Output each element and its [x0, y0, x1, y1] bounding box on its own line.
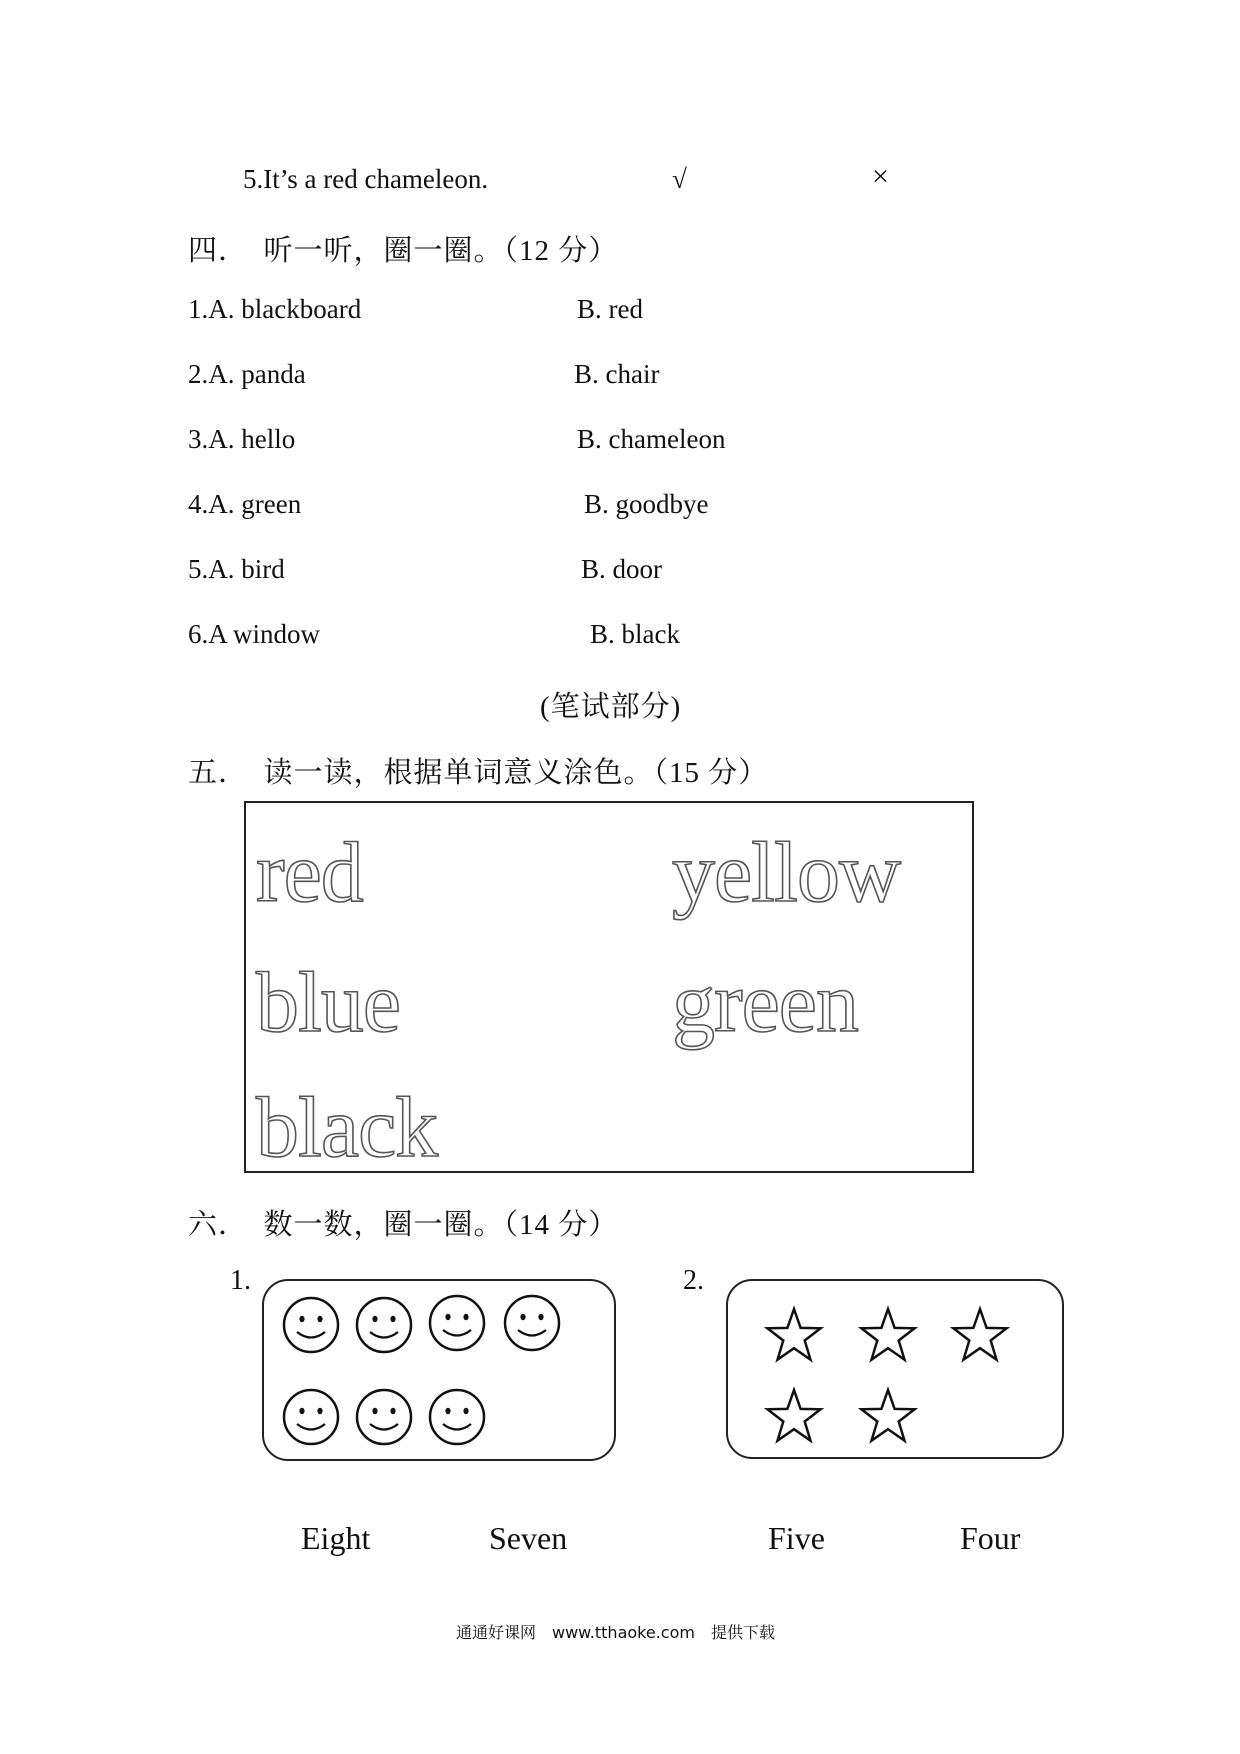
star-icon	[953, 1309, 1006, 1360]
smiley-group	[264, 1281, 614, 1459]
star-icon	[861, 1309, 914, 1360]
hollow-word-green[interactable]: green	[672, 954, 858, 1050]
option-1a[interactable]: 1.A. blackboard	[188, 294, 362, 324]
option-2b[interactable]: B. chair	[574, 359, 660, 389]
question-2-label: 2.	[683, 1265, 704, 1296]
cross-mark[interactable]: ×	[872, 160, 889, 193]
option-2a[interactable]: 2.A. panda	[188, 359, 306, 389]
option-6b[interactable]: B. black	[590, 619, 680, 649]
hollow-word-blue[interactable]: blue	[256, 954, 401, 1050]
written-part-title: (笔试部分)	[540, 691, 682, 723]
star-group	[728, 1281, 1062, 1457]
question-1-label: 1.	[230, 1265, 251, 1296]
statement-5: 5.It’s a red chameleon.	[243, 164, 489, 194]
option-3b[interactable]: B. chameleon	[577, 424, 726, 454]
option-1b[interactable]: B. red	[577, 294, 643, 324]
section-5-heading: 五． 读一读，根据单词意义涂色。（15 分）	[188, 757, 769, 789]
smiley-box	[262, 1279, 616, 1461]
smiley-icon	[505, 1296, 559, 1350]
smiley-icon	[284, 1390, 338, 1444]
hollow-word-red[interactable]: red	[256, 824, 363, 920]
star-box	[726, 1279, 1064, 1459]
section-6-heading: 六． 数一数，圈一圈。（14 分）	[188, 1209, 619, 1241]
check-mark[interactable]: √	[672, 164, 687, 194]
option-6a[interactable]: 6.A window	[188, 619, 321, 649]
star-icon	[767, 1390, 820, 1441]
option-4a[interactable]: 4.A. green	[188, 489, 302, 519]
smiley-icon	[357, 1298, 411, 1352]
answer-seven[interactable]: Seven	[489, 1520, 568, 1556]
answer-five[interactable]: Five	[768, 1520, 825, 1556]
footer-credit: 通通好课网 www.tthaoke.com 提供下载	[456, 1623, 775, 1642]
star-icon	[767, 1309, 820, 1360]
option-4b[interactable]: B. goodbye	[584, 489, 709, 519]
smiley-icon	[284, 1298, 338, 1352]
smiley-icon	[357, 1390, 411, 1444]
hollow-word-yellow[interactable]: yellow	[672, 824, 901, 920]
option-5b[interactable]: B. door	[581, 554, 662, 584]
hollow-word-black[interactable]: black	[256, 1079, 438, 1175]
option-5a[interactable]: 5.A. bird	[188, 554, 285, 584]
star-icon	[861, 1390, 914, 1441]
option-3a[interactable]: 3.A. hello	[188, 424, 296, 454]
section-4-heading: 四． 听一听，圈一圈。（12 分）	[188, 235, 619, 267]
answer-eight[interactable]: Eight	[301, 1520, 371, 1556]
smiley-icon	[430, 1296, 484, 1350]
answer-four[interactable]: Four	[960, 1520, 1021, 1556]
smiley-icon	[430, 1390, 484, 1444]
